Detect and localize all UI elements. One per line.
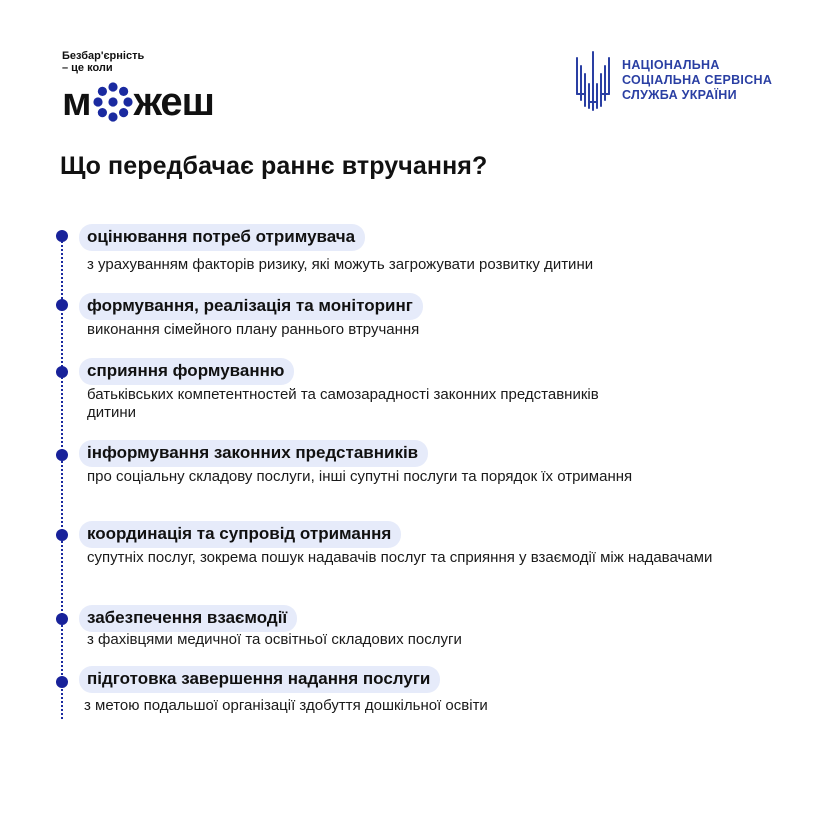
item-heading: координація та супровід отримання [79, 521, 401, 548]
wordmark-start: м [62, 80, 91, 124]
logo-tagline [62, 50, 214, 74]
agency-name [622, 58, 772, 103]
item-heading: забезпечення взаємодії [79, 605, 297, 632]
timeline-bullet [56, 299, 68, 311]
item-heading: формування, реалізація та моніторинг [79, 293, 423, 320]
timeline-bullet [56, 529, 68, 541]
timeline-bullet [56, 449, 68, 461]
item-heading: сприяння формуванню [79, 358, 294, 385]
page-title: Що передбачає раннє втручання? [60, 152, 488, 180]
logo-tagline-line2: – це коли [62, 62, 113, 74]
wordmark-end: жеш [133, 80, 215, 124]
item-text: батьківських компетентностей та самозарадності законних представників дитини [87, 386, 599, 421]
agency-line2: СОЦІАЛЬНА СЕРВІСНА [622, 73, 773, 87]
timeline-bullet [56, 366, 68, 378]
logo-tagline-line1: Безбар'єрність [62, 50, 145, 62]
dot-ring-icon [93, 82, 133, 122]
item-heading: підготовка завершення надання послуги [79, 666, 440, 693]
agency-logo [574, 50, 772, 114]
item-text: про соціальну складову послуги, інші супутні послуги та порядок їх отримання [87, 468, 633, 485]
timeline-bullet [56, 230, 68, 242]
mozhesh-logo [62, 50, 214, 122]
item-text: супутніх послуг, зокрема пошук надавачів послуг та сприяння у взаємодії між надавачами [87, 549, 713, 566]
timeline-bullet [56, 676, 68, 688]
agency-line1: НАЦІОНАЛЬНА [622, 58, 720, 72]
agency-line3: СЛУЖБА УКРАЇНИ [622, 88, 737, 102]
item-text: з фахівцями медичної та освітньої складових послуги [87, 631, 462, 648]
timeline-bullet [56, 613, 68, 625]
item-text: виконання сімейного плану раннього втручання [87, 321, 420, 338]
trident-icon [574, 50, 612, 114]
item-text: з метою подальшої організації здобуття дошкільної освіти [84, 697, 488, 714]
logo-wordmark [62, 82, 214, 122]
item-heading: інформування законних представників [79, 440, 428, 467]
item-heading: оцінювання потреб отримувача [79, 224, 365, 251]
item-text: з урахуванням факторів ризику, які можуть загрожувати розвитку дитини [87, 256, 594, 273]
